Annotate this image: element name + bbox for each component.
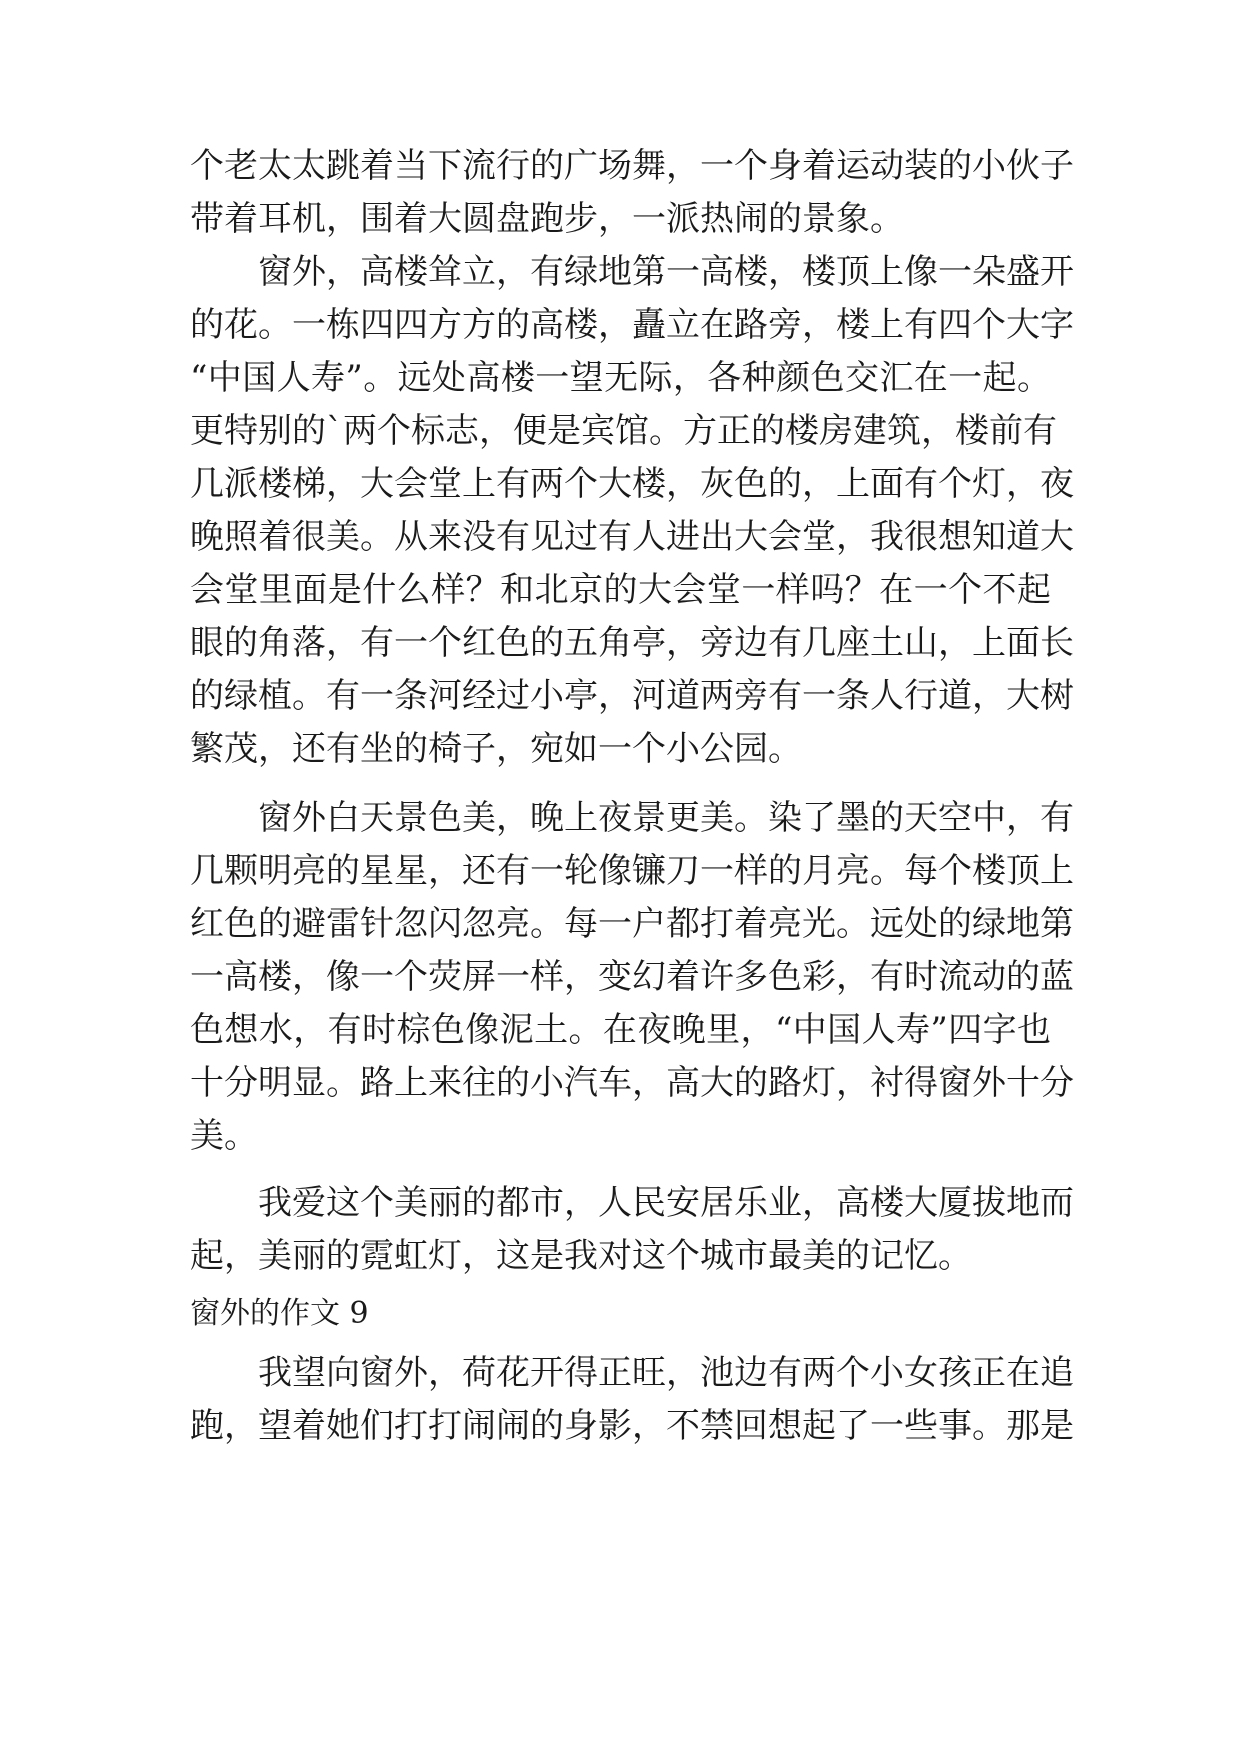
paragraph-line: 的花。一栋四四方方的高楼，矗立在路旁，楼上有四个大字 (190, 305, 1074, 345)
paragraph-line: 个老太太跳着当下流行的广场舞，一个身着运动装的小伙子 (190, 146, 1074, 186)
paragraph-first-line: 我爱这个美丽的都市，人民安居乐业，高楼大厦拔地而 (258, 1183, 1074, 1223)
paragraph-first-line: 我望向窗外，荷花开得正旺，池边有两个小女孩正在追 (258, 1353, 1074, 1393)
paragraph-line: 跑，望着她们打打闹闹的身影，不禁回想起了一些事。那是 (190, 1406, 1074, 1446)
paragraph-line: 带着耳机，围着大圆盘跑步，一派热闹的景象。 (190, 199, 904, 239)
paragraph-line: 起，美丽的霓虹灯，这是我对这个城市最美的记忆。 (190, 1236, 972, 1276)
paragraph-line: 色想水，有时棕色像泥土。在夜晚里，“中国人寿”四字也 (190, 1010, 1051, 1050)
paragraph-line: 更特别的`两个标志，便是宾馆。方正的楼房建筑，楼前有 (190, 411, 1057, 451)
paragraph-line: 几颗明亮的星星，还有一轮像镰刀一样的月亮。每个楼顶上 (190, 851, 1074, 891)
paragraph-line: 红色的避雷针忽闪忽亮。每一户都打着亮光。远处的绿地第 (190, 904, 1074, 944)
paragraph-line: 晚照着很美。从来没有见过有人进出大会堂，我很想知道大 (190, 517, 1074, 557)
paragraph-line: 一高楼，像一个荧屏一样，变幻着许多色彩，有时流动的蓝 (190, 957, 1074, 997)
paragraph-line: 的绿植。有一条河经过小亭，河道两旁有一条人行道，大树 (190, 676, 1074, 716)
paragraph-line: 美。 (190, 1116, 258, 1156)
paragraph-line: “中国人寿”。远处高楼一望无际，各种颜色交汇在一起。 (190, 358, 1051, 398)
paragraph-line: 眼的角落，有一个红色的五角亭，旁边有几座土山，上面长 (190, 623, 1074, 663)
paragraph-line: 繁茂，还有坐的椅子，宛如一个小公园。 (190, 729, 802, 769)
paragraph-line: 会堂里面是什么样？和北京的大会堂一样吗？在一个不起 (190, 570, 1051, 610)
paragraph-first-line: 窗外，高楼耸立，有绿地第一高楼，楼顶上像一朵盛开 (258, 252, 1074, 292)
paragraph-line: 十分明显。路上来往的小汽车，高大的路灯，衬得窗外十分 (190, 1063, 1074, 1103)
paragraph-first-line: 窗外白天景色美，晚上夜景更美。染了墨的天空中，有 (258, 798, 1074, 838)
section-heading: 窗外的作文 9 (190, 1296, 369, 1331)
paragraph-line: 几派楼梯，大会堂上有两个大楼，灰色的，上面有个灯，夜 (190, 464, 1074, 504)
